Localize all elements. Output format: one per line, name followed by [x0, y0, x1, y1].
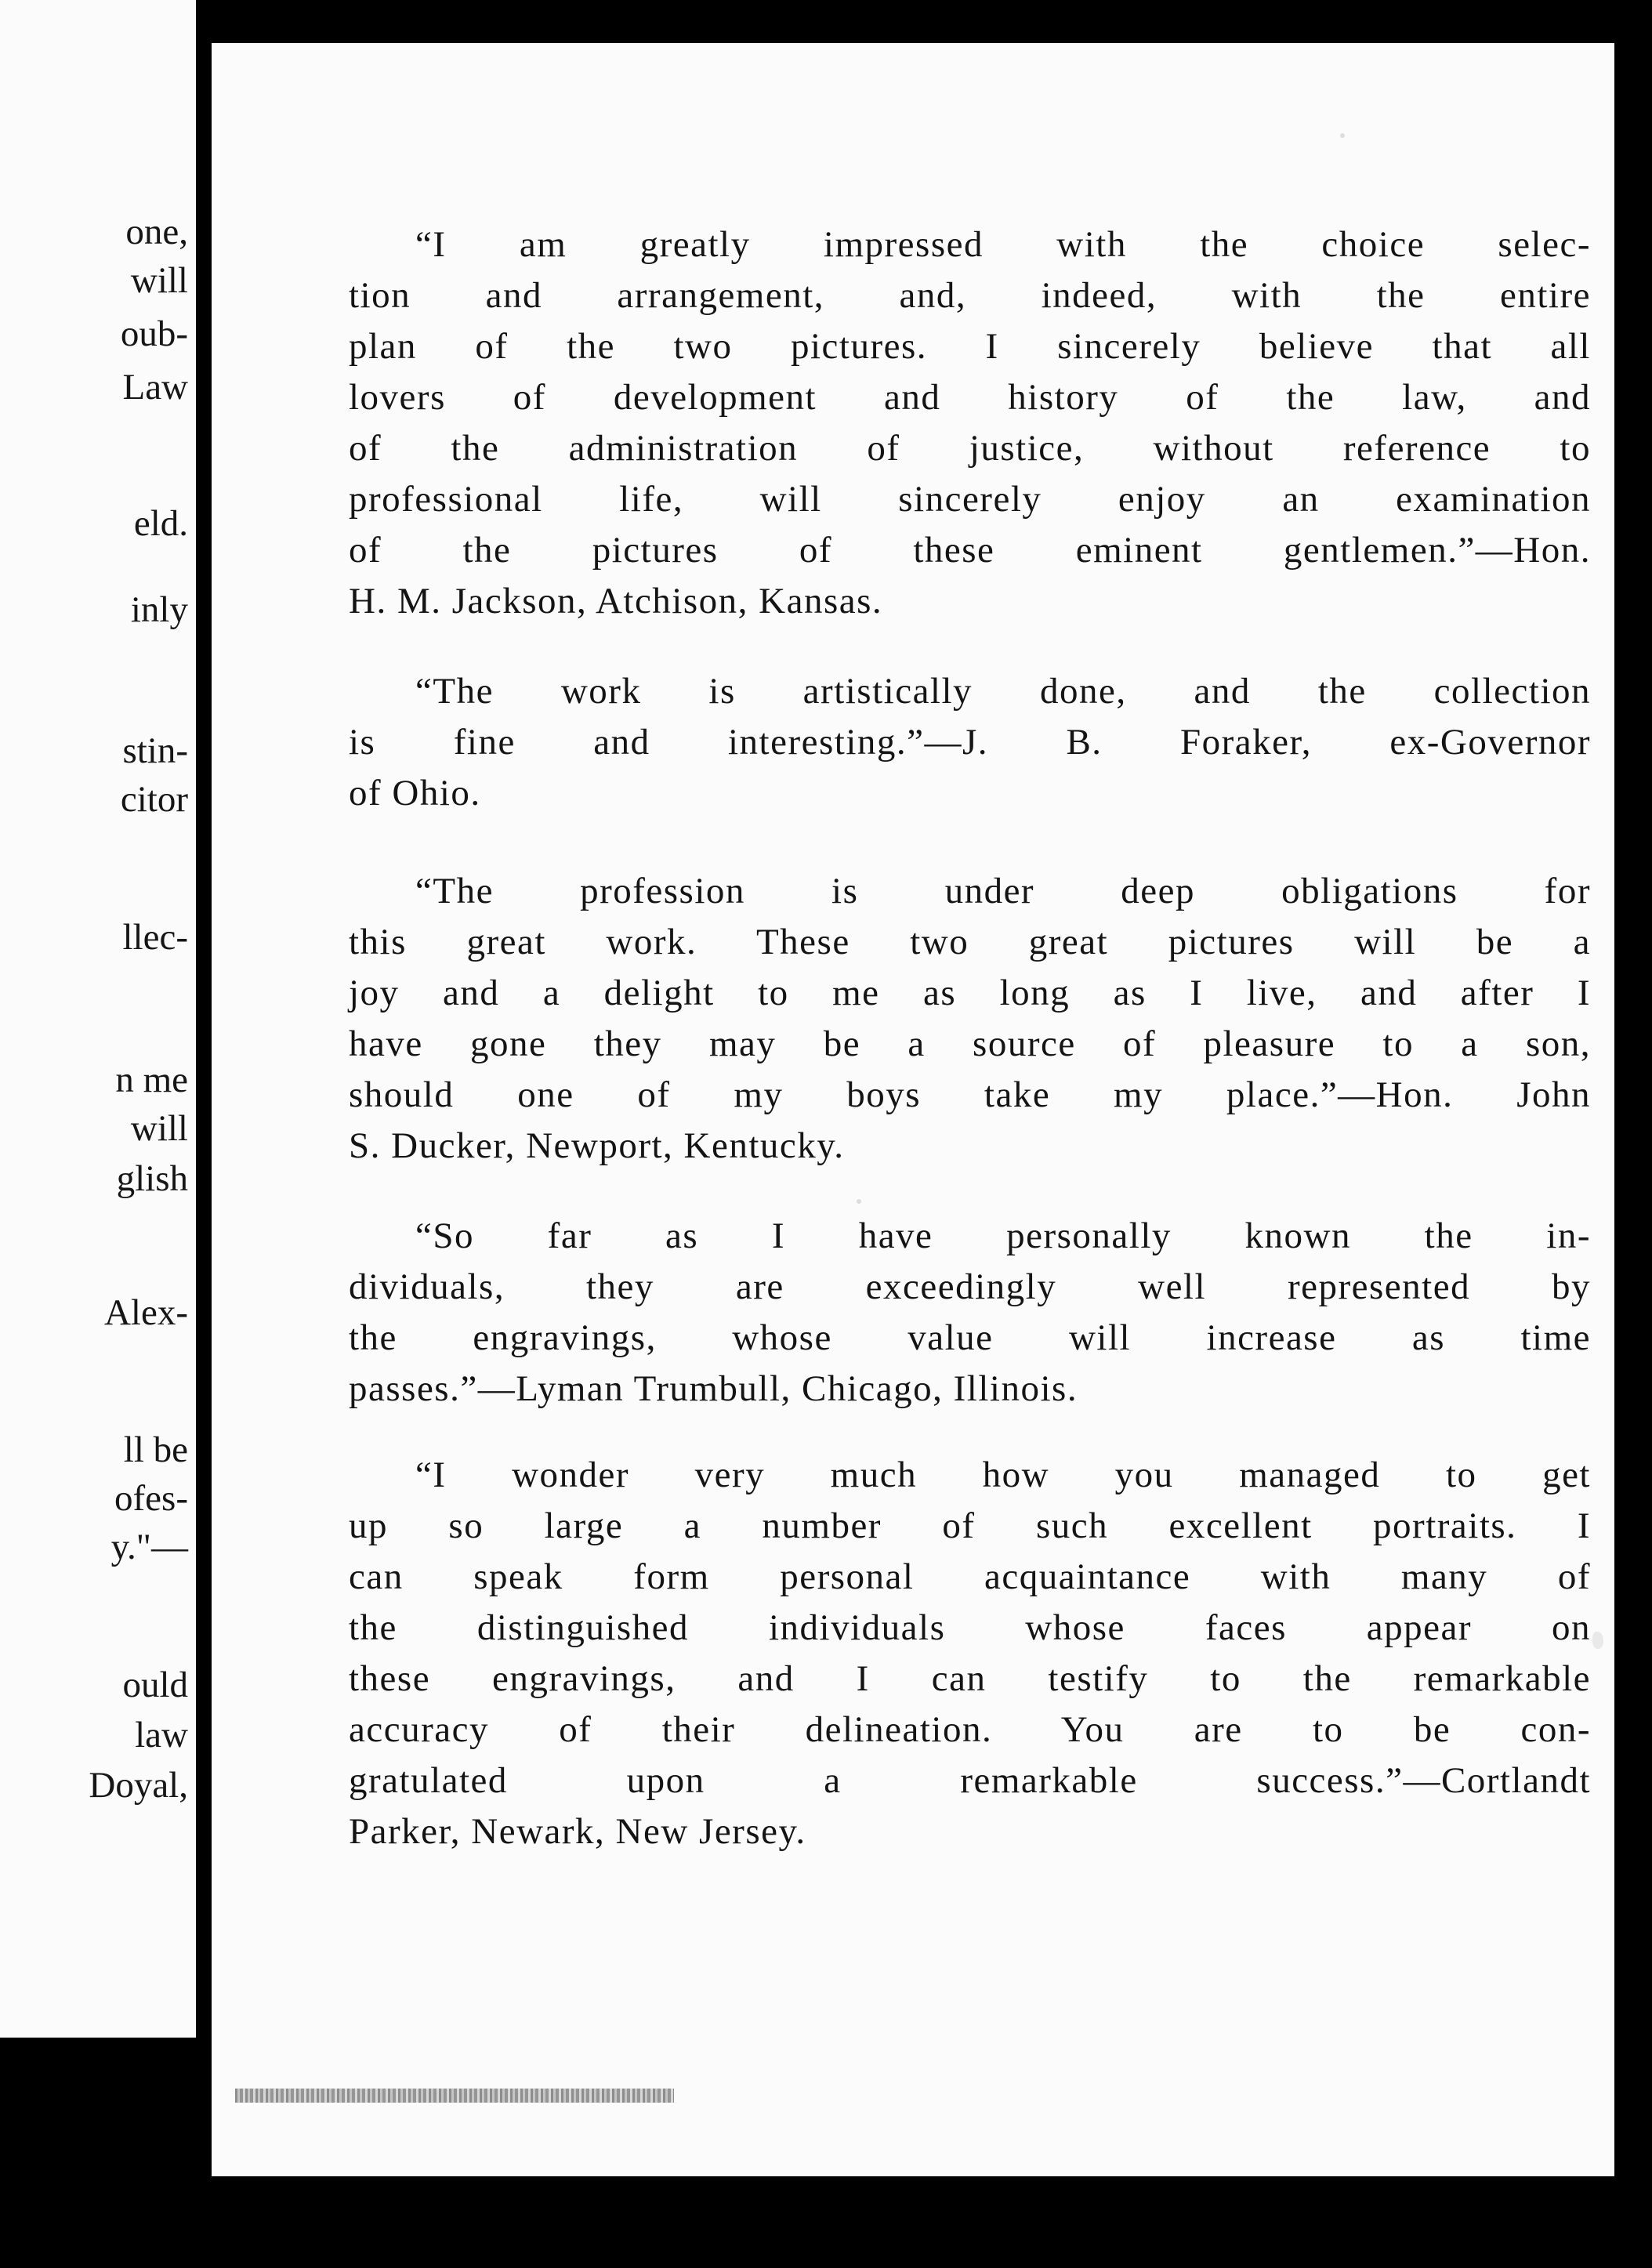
text-line: passes.”—Lyman Trumbull, Chicago, Illinois.: [349, 1368, 1078, 1409]
text-line: lovers of development and history of the law, and: [349, 377, 1591, 418]
text-line: the distinguished individuals whose faces appear on: [349, 1607, 1591, 1648]
testimonial-foraker: [349, 666, 1591, 819]
scan-edge-noise: [235, 2089, 674, 2103]
text-line: “The profession is under deep obligations for: [415, 871, 1591, 911]
testimonial-jackson: [349, 219, 1591, 627]
scan-speck: [1340, 133, 1345, 138]
text-line: is fine and interesting.”—J. B. Foraker, ex-Governor: [349, 722, 1591, 763]
testimonial-ducker: [349, 866, 1591, 1172]
testimonial-page: [212, 43, 1614, 2176]
text-line: this great work. These two great pictures will be a: [349, 922, 1591, 962]
text-line: of Ohio.: [349, 773, 481, 813]
text-line: S. Ducker, Newport, Kentucky.: [349, 1125, 845, 1166]
text-line: professional life, will sincerely enjoy an examination: [349, 479, 1591, 520]
left-page-line: Doyal,: [89, 1765, 188, 1806]
text-line: these engravings, and I can testify to the remarkable: [349, 1658, 1591, 1699]
text-line: dividuals, they are exceedingly well represented by: [349, 1266, 1591, 1307]
text-line: gratulated upon a remarkable success.”—Cortlandt: [349, 1760, 1591, 1801]
text-line: accuracy of their delineation. You are to be con-: [349, 1709, 1591, 1750]
text-line: have gone they may be a source of pleasure to a son,: [349, 1023, 1591, 1064]
text-line: “So far as I have personally known the in-: [415, 1216, 1591, 1256]
left-page-line: glish: [116, 1158, 188, 1199]
testimonial-trumbull: [349, 1211, 1591, 1415]
page-gutter: [196, 0, 212, 2268]
previous-page-fragment: [0, 0, 196, 2038]
left-page-line: will: [130, 1108, 188, 1149]
left-page-line: law: [135, 1715, 188, 1755]
left-page-line: one,: [125, 212, 188, 252]
text-line: can speak form personal acquaintance with many of: [349, 1556, 1591, 1597]
left-page-line: ofes-: [114, 1478, 188, 1519]
left-page-line: llec-: [122, 917, 188, 958]
text-line: up so large a number of such excellent portraits. I: [349, 1505, 1591, 1546]
text-line: H. M. Jackson, Atchison, Kansas.: [349, 581, 883, 621]
text-line: Parker, Newark, New Jersey.: [349, 1811, 806, 1852]
text-line: of the administration of justice, without reference to: [349, 428, 1591, 469]
left-page-line: ould: [122, 1665, 188, 1705]
text-line: should one of my boys take my place.”—Hon. John: [349, 1074, 1591, 1115]
left-page-line: ll be: [123, 1429, 188, 1470]
left-page-line: Law: [122, 367, 188, 408]
text-line: plan of the two pictures. I sincerely believe that all: [349, 326, 1591, 367]
left-page-line: will: [130, 260, 188, 301]
left-page-line: y."—: [110, 1527, 188, 1567]
text-line: of the pictures of these eminent gentlemen.”—Hon.: [349, 530, 1591, 571]
left-page-line: Alex-: [103, 1292, 188, 1333]
text-line: joy and a delight to me as long as I live, and after I: [349, 973, 1591, 1013]
left-page-line: n me: [115, 1060, 188, 1100]
text-line: tion and arrangement, and, indeed, with the entire: [349, 275, 1591, 316]
text-line: the engravings, whose value will increase as time: [349, 1317, 1591, 1358]
left-page-line: eld.: [133, 503, 188, 544]
left-page-line: oub-: [120, 313, 188, 354]
text-line: “I wonder very much how you managed to get: [415, 1455, 1591, 1495]
text-line: “I am greatly impressed with the choice selec-: [415, 224, 1591, 265]
scan-speck: [857, 1199, 861, 1204]
left-page-line: citor: [120, 779, 188, 820]
left-page-line: stin-: [122, 730, 188, 771]
text-line: “The work is artistically done, and the collection: [415, 671, 1591, 712]
scan-artifact: [1592, 1632, 1603, 1649]
testimonial-parker: [349, 1450, 1591, 1857]
left-page-line: inly: [130, 589, 188, 630]
